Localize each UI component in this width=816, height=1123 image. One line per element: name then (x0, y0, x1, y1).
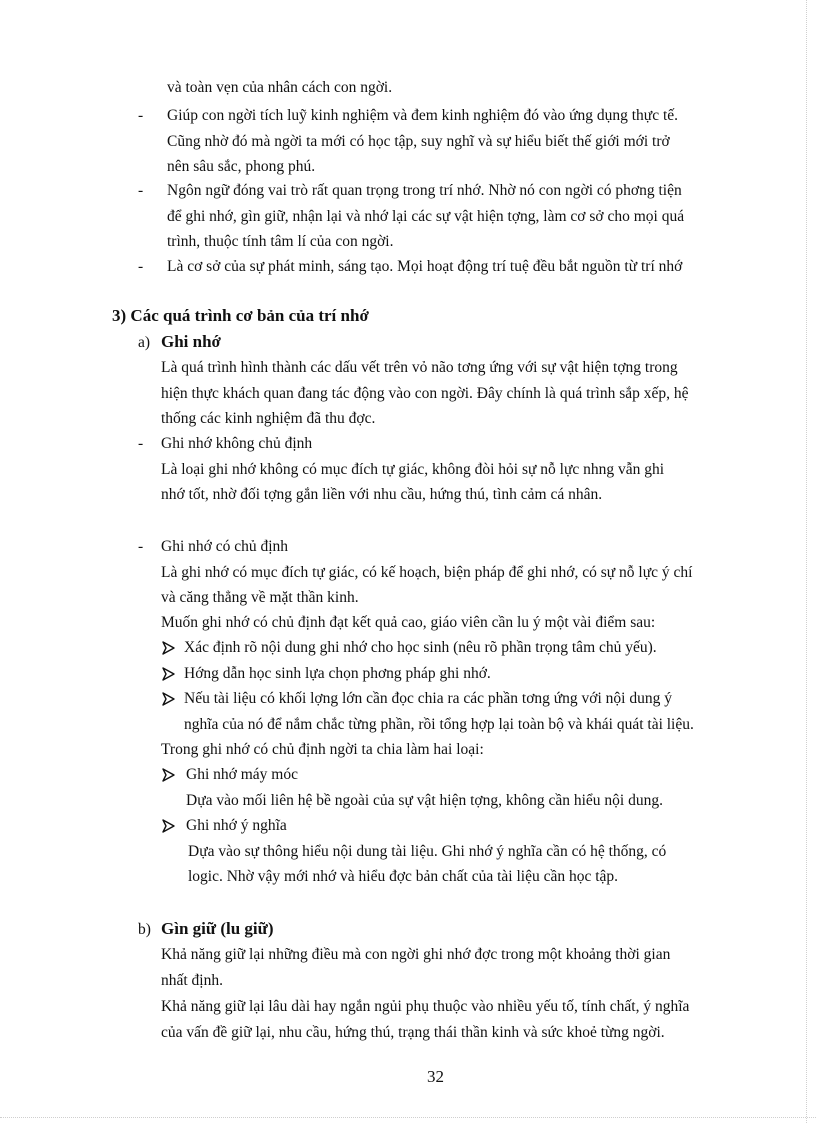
subsection-a-title: Ghi nhớ (161, 332, 221, 351)
bullet-2-line-3: trình, thuộc tính tâm lí của con ngời. (167, 233, 394, 250)
bullet-dash: - (138, 435, 144, 452)
bullet-1-line-3: nên sâu sắc, phong phú. (167, 158, 316, 175)
type-2-title: Ghi nhớ có chủ định (161, 538, 289, 555)
bullet-dash: - (138, 182, 144, 199)
bullet-2-line-2: để ghi nhớ, gìn giữ, nhận lại và nhớ lại các sự vật hiện tợng, làm cơ sở cho mọi quá (167, 208, 685, 225)
arrow-bullet-icon (161, 765, 177, 785)
advice-item-3-line-1: Nếu tài liệu có khối lợng lớn cần đọc chia ra các phần tơng ứng với nội dung ý (184, 690, 672, 707)
kind-1-title: Ghi nhớ máy móc (186, 766, 298, 783)
arrow-bullet-icon (161, 816, 177, 836)
advice-item-3-line-2: nghĩa của nó để nắm chắc từng phần, rồi tổng hợp lại toàn bộ và khái quát tài liệu. (184, 716, 694, 733)
page-border-right (806, 0, 807, 1123)
definition-line-3: thống các kinh nghiệm đã thu đợc. (161, 410, 376, 427)
arrow-bullet-icon (161, 664, 177, 684)
bullet-2-line-1: Ngôn ngữ đóng vai trò rất quan trọng trong trí nhớ. Nhờ nó con ngời có phơng tiện (167, 182, 682, 199)
type-1-desc-line-1: Là loại ghi nhớ không có mục đích tự giác, không đòi hỏi sự nỗ lực nhng vẫn ghi (161, 461, 665, 478)
type-2-desc-line-1: Là ghi nhớ có mục đích tự giác, có kế hoạch, biện pháp để ghi nhớ, có sự nỗ lực ý chí (161, 564, 693, 581)
subsection-a-label: a) (138, 334, 151, 351)
kind-1-desc: Dựa vào mối liên hệ bề ngoài của sự vật hiện tợng, không cần hiểu nội dung. (186, 792, 663, 809)
bullet-dash: - (138, 538, 144, 555)
bullet-dash: - (138, 107, 144, 124)
bullet-dash: - (138, 258, 144, 275)
bullet-3-line: Là cơ sở của sự phát minh, sáng tạo. Mọi hoạt động trí tuệ đều bắt nguồn từ trí nhớ (167, 258, 683, 275)
section-heading: 3) Các quá trình cơ bản của trí nhớ (112, 306, 369, 325)
subsection-b-title: Gìn giữ (lu giữ) (161, 919, 274, 938)
subsection-b-label: b) (138, 921, 151, 938)
advice-intro: Muốn ghi nhớ có chủ định đạt kết quả cao, giáo viên cần lu ý một vài điểm sau: (161, 614, 656, 631)
kind-2-title: Ghi nhớ ý nghĩa (186, 817, 287, 834)
definition-line-1: Là quá trình hình thành các dấu vết trên vỏ não tơng ứng với sự vật hiện tợng trong (161, 359, 678, 376)
definition-line-2: hiện thực khách quan đang tác động vào con ngời. Đây chính là quá trình sắp xếp, hệ (161, 385, 689, 402)
advice-item-2: Hớng dẫn học sinh lựa chọn phơng pháp ghi nhớ. (184, 665, 491, 682)
type-1-desc-line-2: nhớ tốt, nhờ đối tợng gắn liền với nhu cầu, hứng thú, tình cảm cá nhân. (161, 486, 603, 503)
retention-p2-line-2: của vấn đề giữ lại, nhu cầu, hứng thú, trạng thái thần kinh và sức khoẻ từng ngời. (161, 1024, 665, 1041)
intro-line: và toàn vẹn của nhân cách con ngời. (167, 79, 393, 96)
bullet-1-line-1: Giúp con ngời tích luỹ kinh nghiệm và đem kinh nghiệm đó vào ứng dụng thực tế. (167, 107, 679, 124)
retention-p1-line-1: Khả năng giữ lại những điều mà con ngời ghi nhớ đợc trong một khoảng thời gian (161, 946, 671, 963)
page-border-bottom (0, 1117, 816, 1118)
type-1-title: Ghi nhớ không chủ định (161, 435, 313, 452)
retention-p1-line-2: nhất định. (161, 972, 223, 989)
bullet-1-line-2: Cũng nhờ đó mà ngời ta mới có học tập, suy nghĩ và sự hiểu biết thế giới mới trở (167, 133, 670, 150)
type-2-desc-line-2: và căng thẳng về mặt thần kinh. (161, 589, 359, 606)
retention-p2-line-1: Khả năng giữ lại lâu dài hay ngắn ngủi phụ thuộc vào nhiều yếu tố, tính chất, ý nghĩa (161, 998, 690, 1015)
kinds-intro: Trong ghi nhớ có chủ định ngời ta chia làm hai loại: (161, 741, 484, 758)
arrow-bullet-icon (161, 689, 177, 709)
advice-item-1: Xác định rõ nội dung ghi nhớ cho học sinh (nêu rõ phần trọng tâm chủ yếu). (184, 639, 657, 656)
kind-2-desc-line-2: logic. Nhờ vậy mới nhớ và hiểu đợc bản chất của tài liệu cần học tập. (188, 868, 619, 885)
arrow-bullet-icon (161, 638, 177, 658)
page-number: 32 (427, 1067, 444, 1086)
kind-2-desc-line-1: Dựa vào sự thông hiểu nội dung tài liệu. Ghi nhớ ý nghĩa cần có hệ thống, có (188, 843, 667, 860)
